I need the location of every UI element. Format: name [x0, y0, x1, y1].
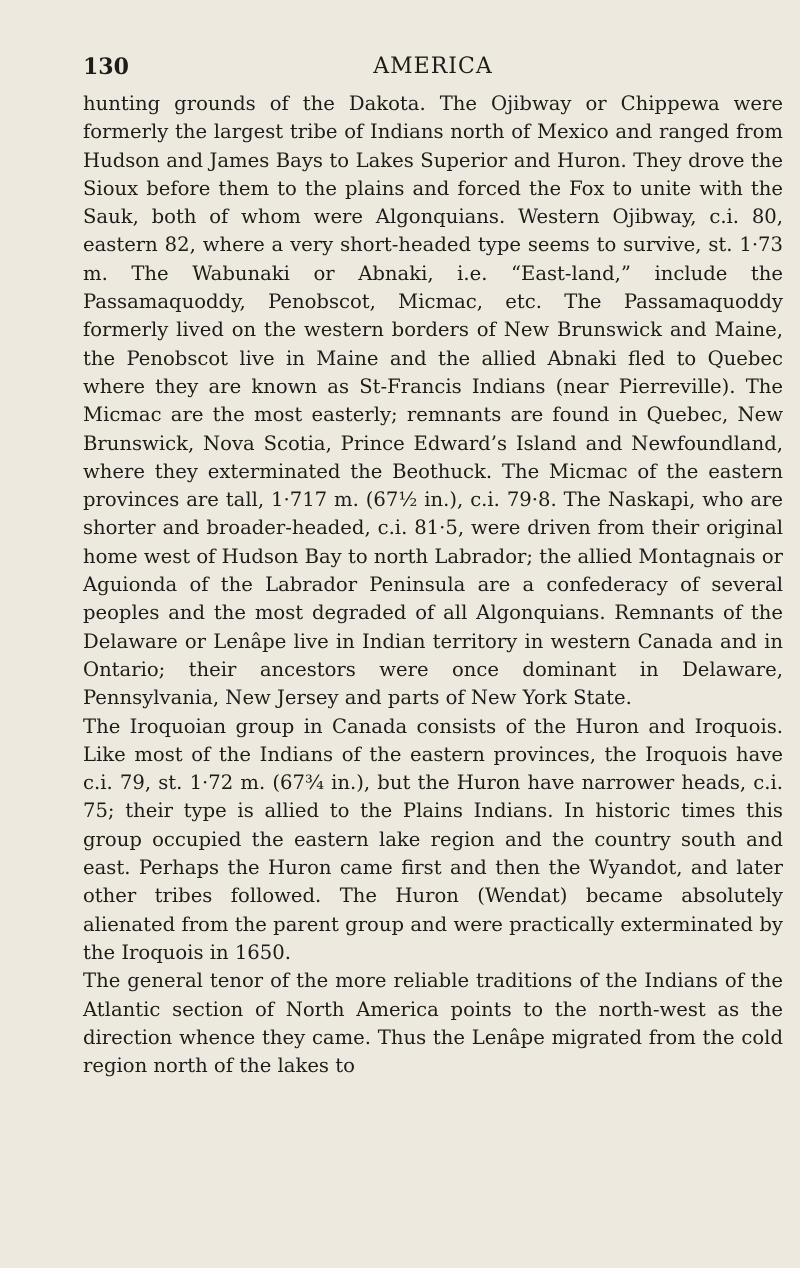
paragraph-1: hunting grounds of the Dakota. The Ojibway or Chippewa were formerly the largest tribe of Indians north of Mexico and ranged from Hudson and James Bays to Lakes Superior and Huron. They drove the Sioux before them to the plains and forced the Fox to unite with the Sauk, both of whom were Algonquians. Western Ojibway, c.i. 80, eastern 82, where a very short-headed type seems to survive, st. 1·73 m. The Wabunaki or Abnaki, i.e. “East-land,” include the Passamaquoddy, Penobscot, Micmac, etc. The Passamaquoddy formerly lived on the western borders of New Brunswick and Maine, the Penobscot live in Maine and the allied Abnaki fled to Quebec where they are known as St-Francis Indians (near Pierreville). The Micmac are the most easterly; remnants are found in Quebec, New Brunswick, Nova Scotia, Prince Edward’s Island and Newfoundland, where they exterminated the Beothuck. The Micmac of the eastern provinces are tall, 1·717 m. (67½ in.), c.i. 79·8. The Naskapi, who are shorter and broader-headed, c.i. 81·5, were driven from their original home west of Hudson Bay to north Labrador; the allied Montagnais or Aguionda of the Labrador Peninsula are a confederacy of several peoples and the most degraded of all Algonquians. Remnants of the Delaware or Lenâpe live in Indian territory in western Canada and in Ontario; their ancestors were once dominant in Delaware, Pennsylvania, New Jersey and parts of New York State.: [83, 92, 783, 710]
page-number: 130: [83, 54, 129, 80]
running-head: [83, 50, 783, 84]
body-text: [83, 90, 783, 1080]
paragraph-3: The general tenor of the more reliable traditions of the Indians of the Atlantic section of North America points to the north-west as the direction whence they came. Thus the Lenâpe migrated from the cold region north of the lakes to: [83, 969, 783, 1078]
running-title: AMERICA: [373, 54, 493, 79]
paragraph-2: The Iroquoian group in Canada consists of the Huron and Iroquois. Like most of the Indians of the eastern provinces, the Iroquois have c.i. 79, st. 1·72 m. (67¾ in.), but the Huron have narrower heads, c.i. 75; their type is allied to the Plains Indians. In historic times this group occupied the eastern lake region and the country south and east. Perhaps the Huron came first and then the Wyandot, and later other tribes followed. The Huron (Wendat) became absolutely alienated from the parent group and were practically exterminated by the Iroquois in 1650.: [83, 714, 783, 964]
